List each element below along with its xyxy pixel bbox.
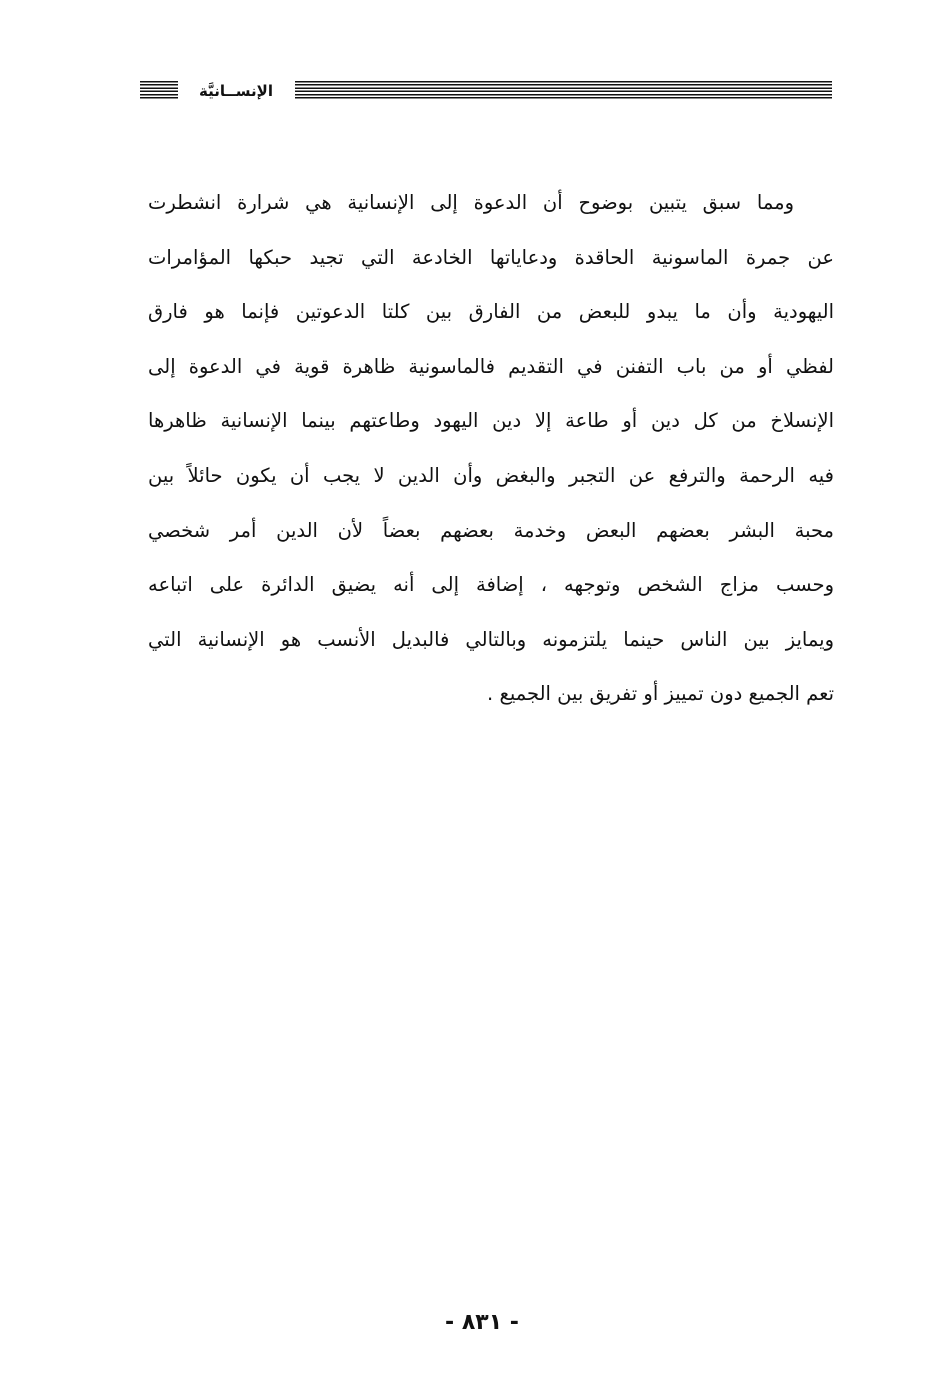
page-number: - ٨٣١ -: [445, 1310, 519, 1335]
paragraph-line: محبة البشر بعضهم البعض وخدمة بعضهم بعضاً لأن الدين أمر شخصي: [148, 518, 834, 542]
paragraph-line: الإنسلاخ من كل دين أو طاعة إلا دين اليهود وطاعتهم بينما الإنسانية ظاهرها: [148, 409, 834, 433]
running-header: [140, 79, 832, 103]
paragraph-line: وحسب مزاج الشخص وتوجهه ، إضافة إلى أنه يضيق الدائرة على اتباعه: [148, 573, 834, 597]
paragraph-line: عن جمرة الماسونية الحاقدة ودعاياتها الخادعة التي تجيد حبكها المؤامرات: [148, 245, 834, 269]
paragraph-line: تعم الجميع دون تمييز أو تفريق بين الجميع .: [487, 682, 834, 706]
paragraph-line: فيه الرحمة والترفع عن التجبر والبغض وأن الدين لا يجب أن يكون حائلاً بين: [148, 463, 834, 487]
paragraph-line: لفظي أو من باب التفنن في التقديم فالماسونية ظاهرة قوية في الدعوة إلى: [148, 354, 834, 378]
paragraph-line: ويمايز بين الناس حينما يلتزمونه وبالتالي فالبديل الأنسب هو الإنسانية التي: [148, 627, 834, 651]
header-title: الإنســانيَّة: [199, 82, 273, 100]
paragraph-line: اليهودية وأن ما يبدو للبعض من الفارق بين كلتا الدعوتين فإنما هو فارق: [148, 300, 834, 324]
header-rule-right: [295, 81, 832, 100]
paragraph-line: ومما سبق يتبين بوضوح أن الدعوة إلى الإنسانية هي شرارة انشطرت: [148, 191, 794, 214]
body-paragraph: [148, 183, 834, 729]
header-rule-left: [140, 81, 178, 100]
